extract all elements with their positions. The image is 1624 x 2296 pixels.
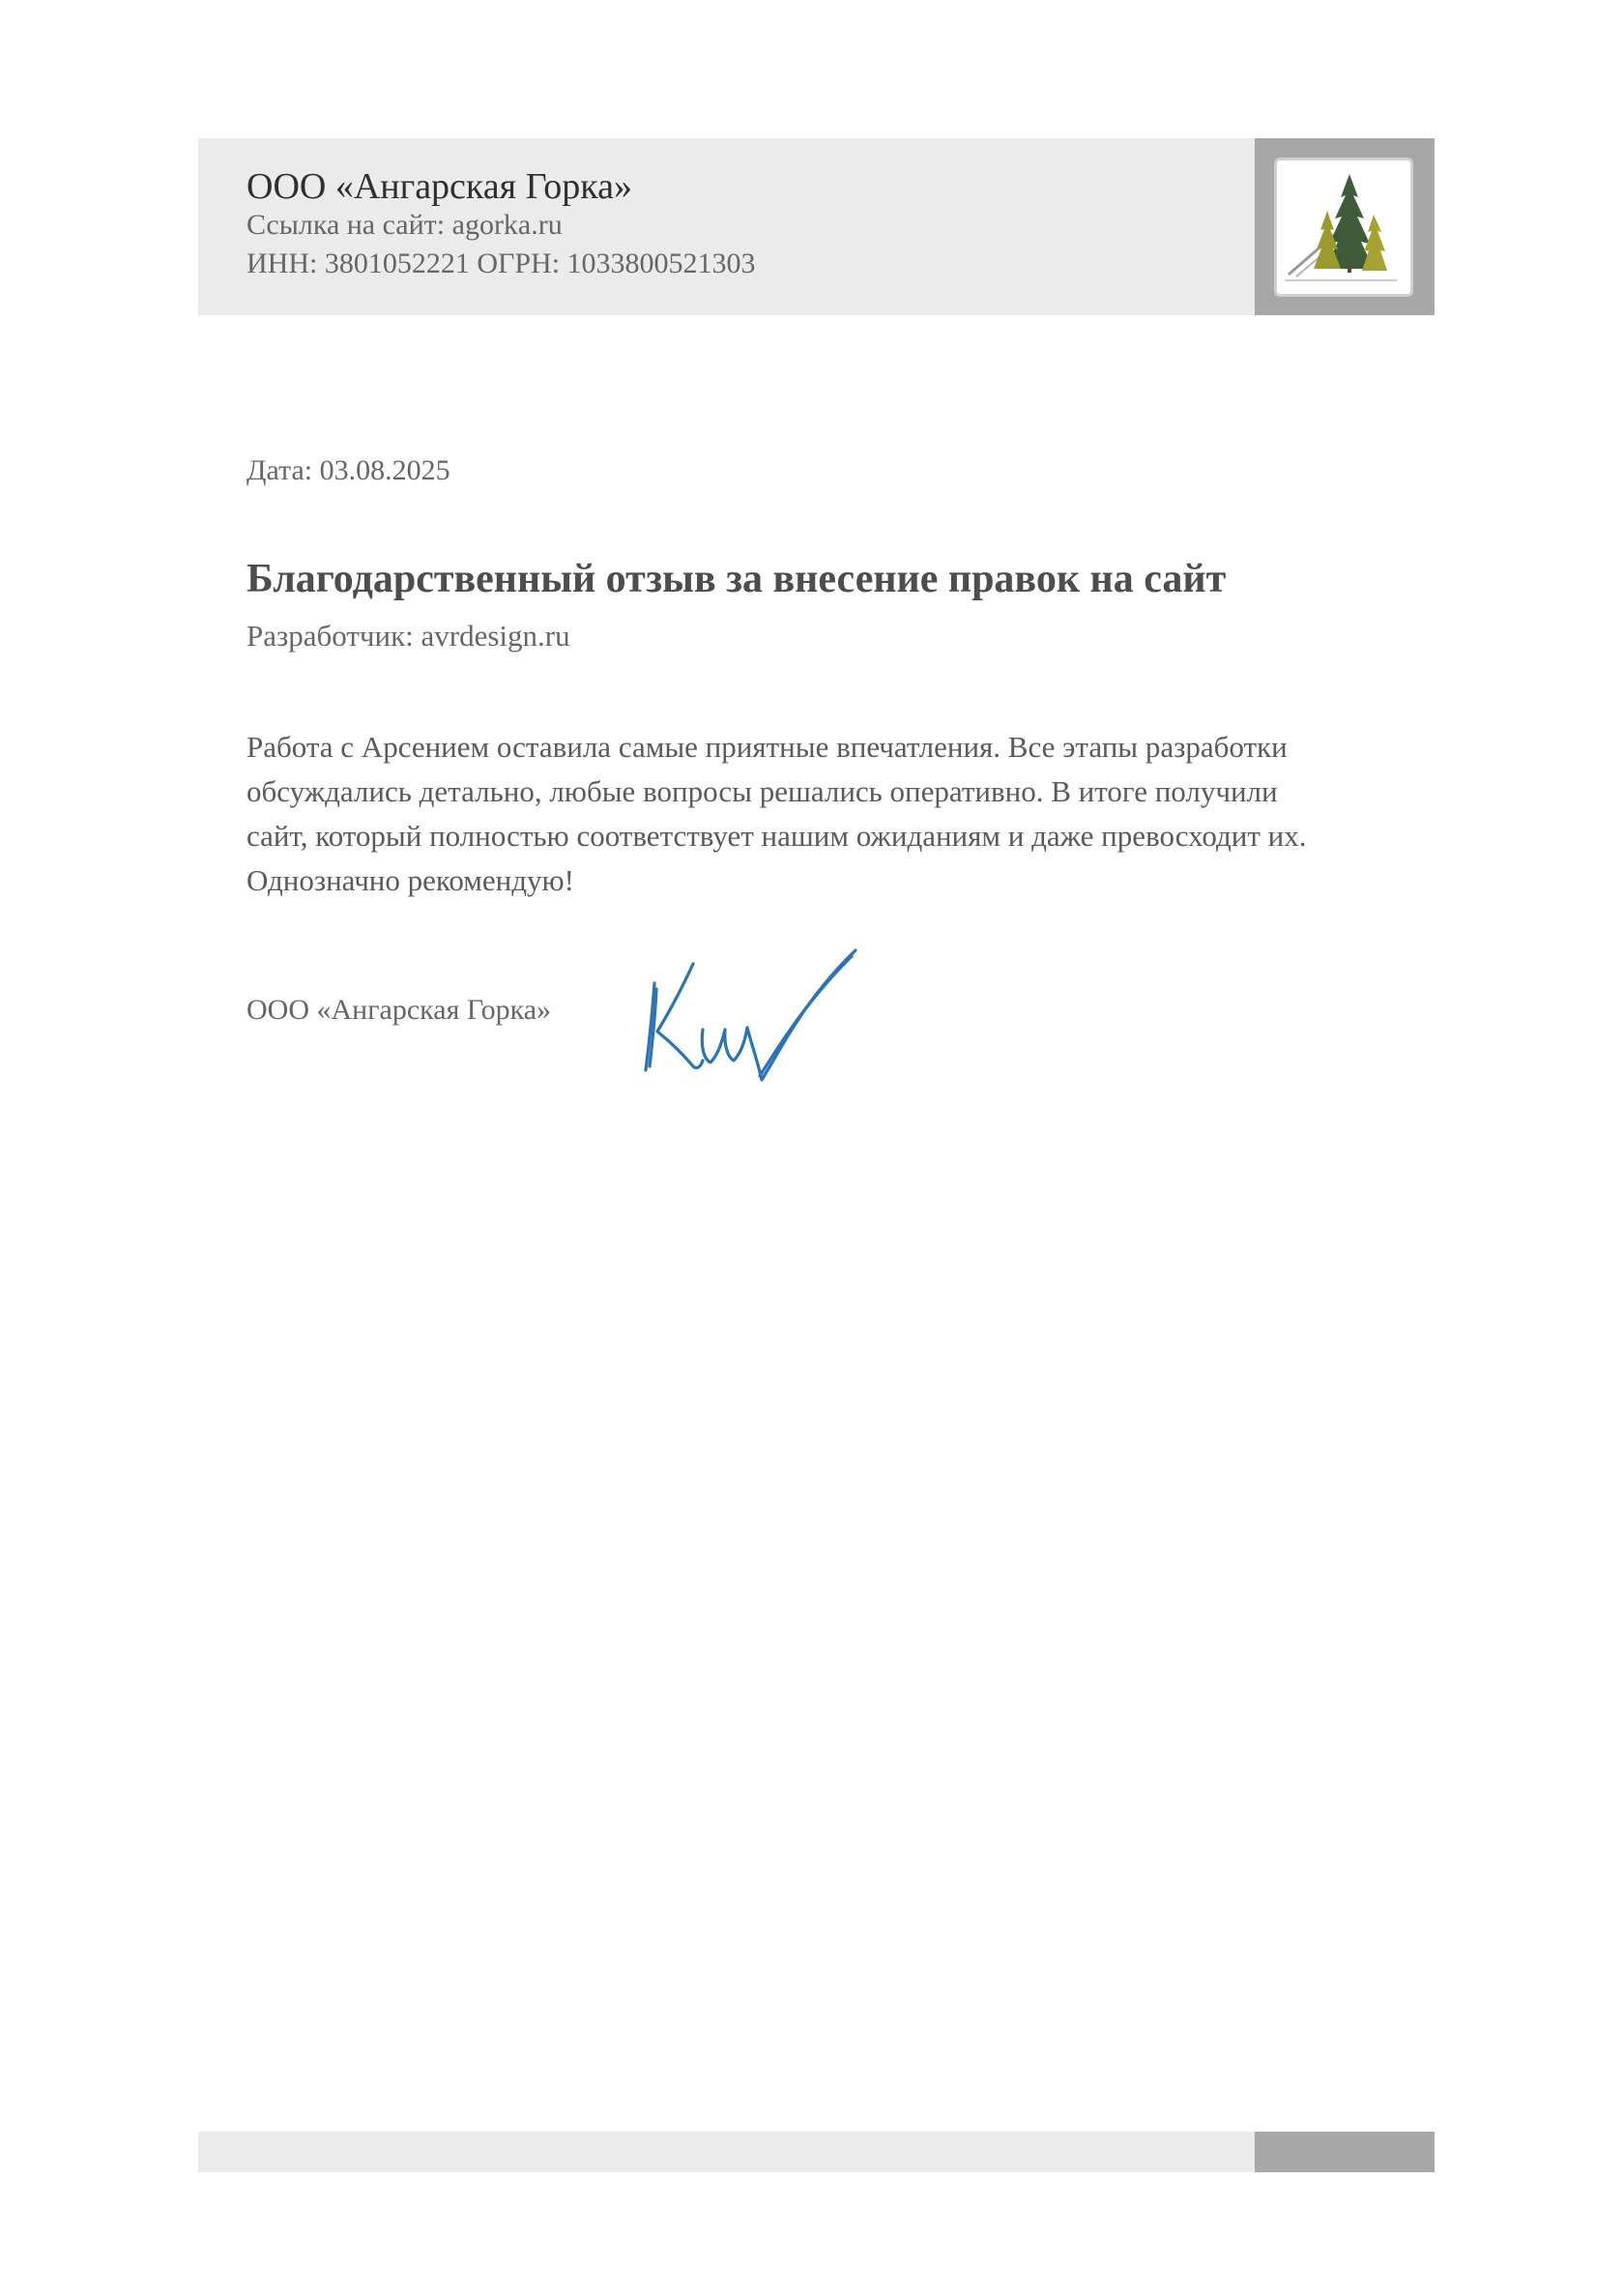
tree-logo-icon [1277, 160, 1410, 294]
logo-panel [1255, 138, 1435, 315]
letterhead-header [198, 138, 1255, 315]
developer-line: Разработчик: avrdesign.ru [246, 619, 570, 653]
company-name: ООО «Ангарская Горка» [246, 166, 633, 207]
company-registration-ids: ИНН: 3801052221 ОГРН: 1033800521303 [246, 247, 756, 279]
body-line: Работа с Арсением оставила самые приятные впечатления. Все этапы разработки [246, 730, 1288, 764]
body-line: сайт, который полностью соответствует нашим ожиданиям и даже превосходит их. [246, 819, 1307, 853]
company-logo [1274, 158, 1413, 297]
company-website: Ссылка на сайт: agorka.ru [246, 209, 563, 241]
body-line: обсуждались детально, любые вопросы решались оперативно. В итоге получили [246, 774, 1278, 808]
signature-icon [633, 943, 865, 1131]
footer-accent [1255, 2132, 1435, 2172]
review-body [246, 725, 1445, 903]
footer-bar [198, 2132, 1255, 2172]
document-date: Дата: 03.08.2025 [246, 454, 450, 486]
document-title: Благодарственный отзыв за внесение правок на сайт [246, 557, 1227, 601]
signer-name: ООО «Ангарская Горка» [246, 994, 552, 1026]
body-line: Однозначно рекомендую! [246, 863, 575, 897]
